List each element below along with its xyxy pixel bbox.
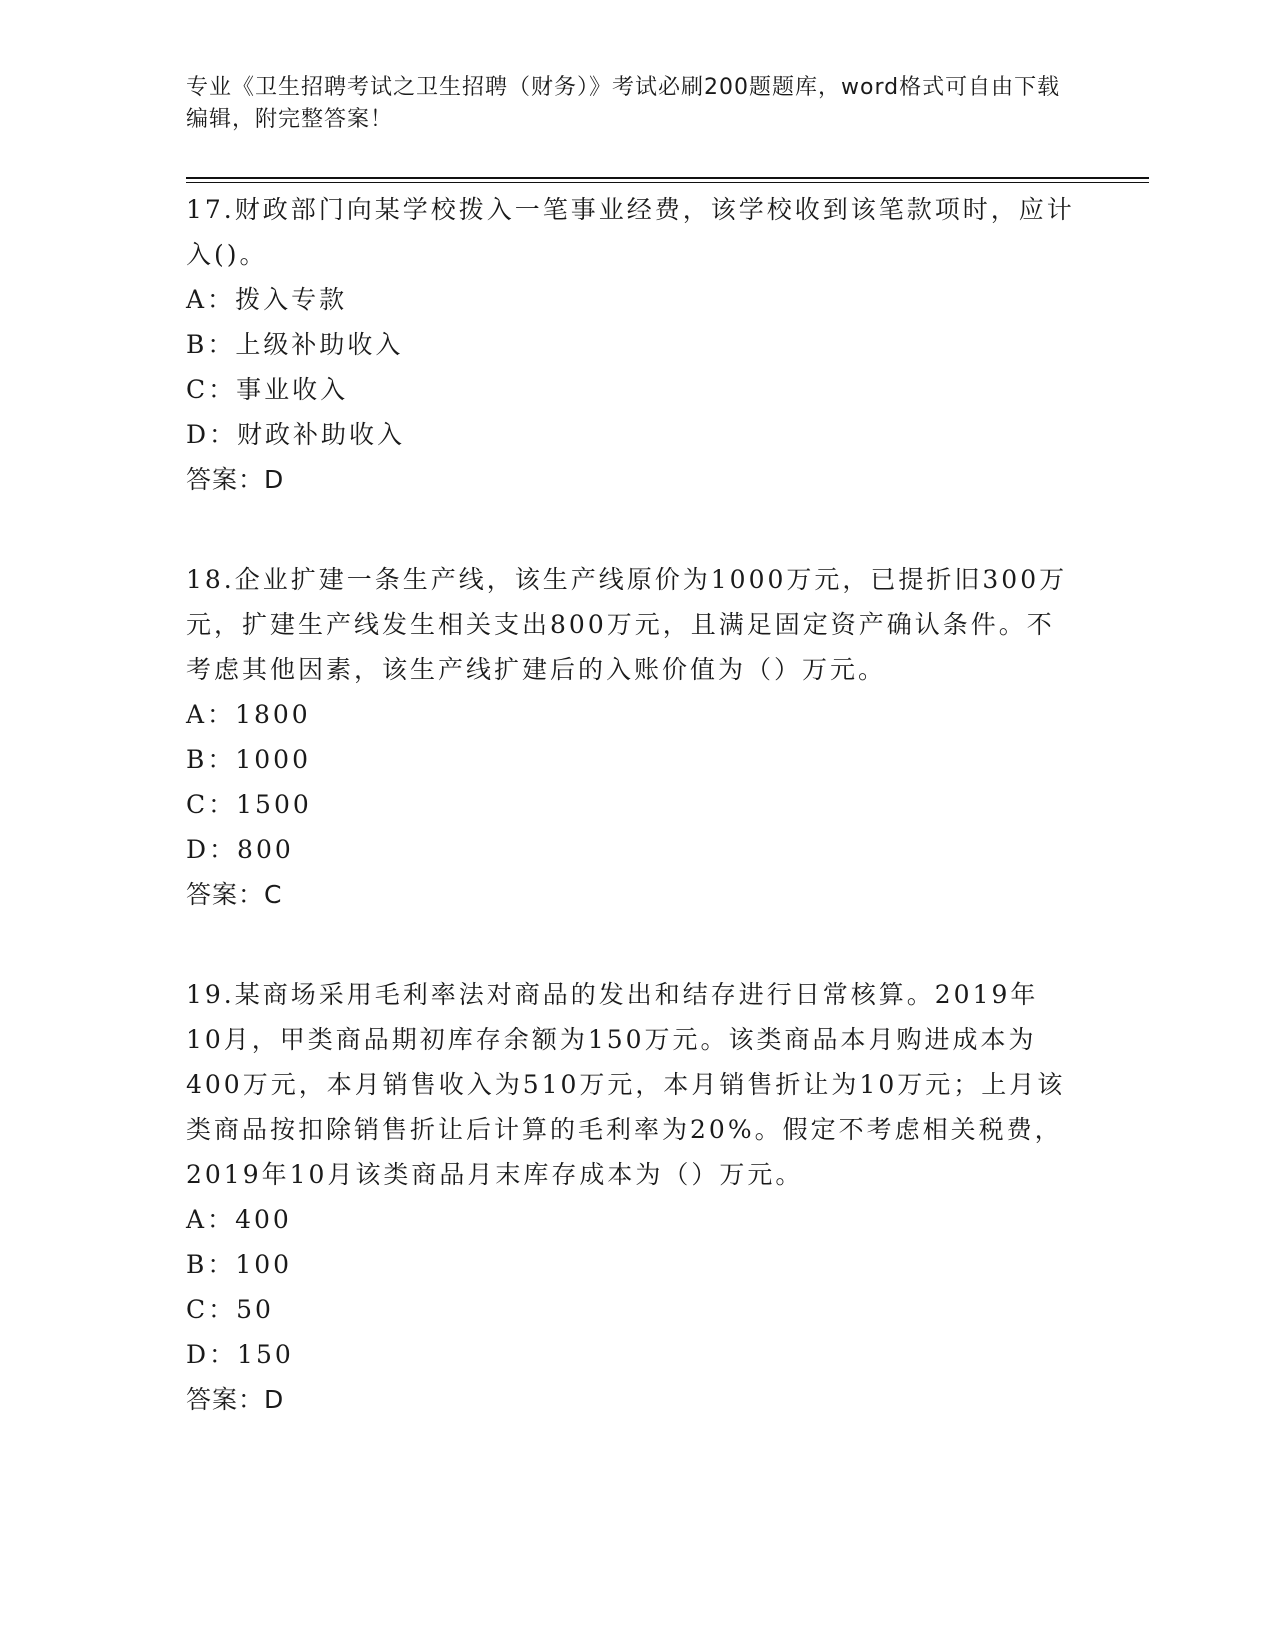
option-c [186, 782, 1076, 827]
question-text: 19.某商场采用毛利率法对商品的发出和结存进行日常核算。2019年10月，甲类商品期初库存余额为150万元。该类商品本月购进成本为400万元，本月销售收入为510万元，本月销售折让为10万元；上月该类商品按扣除销售折让后计算的毛利率为20%。假定不考虑相关税费，2019年10月该类商品月末库存成本为（）万元。 [186, 980, 1066, 1189]
option-label: B： [186, 330, 236, 359]
option-label: D： [186, 420, 238, 449]
question-text: 18.企业扩建一条生产线，该生产线原价为1000万元，已提折旧300万元，扩建生产线发生相关支出800万元，且满足固定资产确认条件。不考虑其他因素，该生产线扩建后的入账价值为（）万元。 [186, 565, 1068, 684]
question-17 [186, 187, 1076, 502]
option-text: 拨入专款 [235, 285, 348, 314]
document-header: 专业《卫生招聘考试之卫生招聘（财务）》考试必刷200题题库，word格式可自由下载编辑，附完整答案！ [186, 75, 1061, 132]
option-c [186, 1287, 1076, 1332]
option-label: B： [186, 1250, 236, 1279]
answer-line: 答案：D [186, 1385, 285, 1414]
answer-line: 答案：C [186, 880, 283, 909]
option-text: 100 [235, 1250, 293, 1279]
option-a [186, 277, 1076, 322]
option-b [186, 737, 1076, 782]
question-gap [186, 502, 1076, 557]
option-text: 50 [236, 1295, 274, 1324]
option-label: C： [186, 1295, 237, 1324]
option-list [186, 1197, 1076, 1377]
option-b [186, 322, 1076, 367]
option-a [186, 692, 1076, 737]
header-divider-thin [186, 182, 1149, 183]
option-text: 800 [237, 835, 294, 864]
option-a [186, 1197, 1076, 1242]
option-label: C： [186, 375, 237, 404]
option-label: D： [186, 835, 238, 864]
option-label: A： [186, 700, 236, 729]
header-divider-thick [186, 177, 1149, 179]
option-b [186, 1242, 1076, 1287]
option-d [186, 827, 1076, 872]
option-text: 150 [237, 1340, 294, 1369]
option-label: A： [186, 285, 236, 314]
option-list [186, 692, 1076, 872]
option-text: 1800 [235, 700, 311, 729]
question-gap [186, 917, 1076, 972]
option-label: D： [186, 1340, 238, 1369]
option-text: 财政补助收入 [237, 420, 406, 449]
option-text: 1500 [236, 790, 312, 819]
question-18 [186, 557, 1076, 917]
option-text: 1000 [235, 745, 311, 774]
option-text: 事业收入 [236, 375, 349, 404]
option-text: 上级补助收入 [235, 330, 404, 359]
option-c [186, 367, 1076, 412]
option-text: 400 [235, 1205, 292, 1234]
option-list [186, 277, 1076, 457]
option-label: C： [186, 790, 237, 819]
option-label: A： [186, 1205, 236, 1234]
option-d [186, 1332, 1076, 1377]
question-list [186, 187, 1076, 1422]
question-text: 17.财政部门向某学校拨入一笔事业经费，该学校收到该笔款项时，应计入()。 [186, 195, 1075, 269]
answer-line: 答案：D [186, 465, 285, 494]
option-label: B： [186, 745, 236, 774]
option-d [186, 412, 1076, 457]
question-19 [186, 972, 1076, 1422]
